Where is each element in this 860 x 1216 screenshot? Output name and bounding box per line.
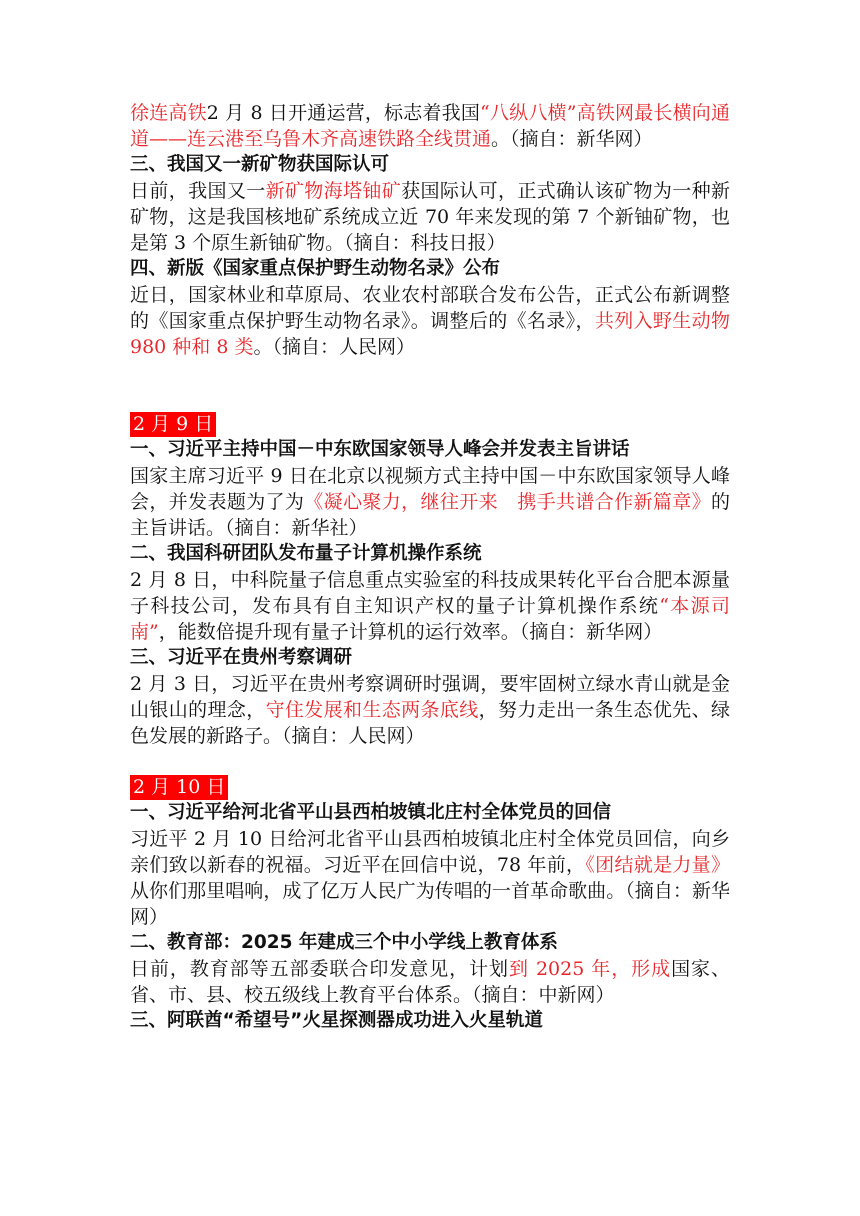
- body-text: 日前，教育部等五部委联合印发意见，计划: [130, 958, 510, 980]
- highlighted-text: 到 2025 年，形成: [509, 958, 672, 980]
- body-text: 日前，我国又一: [130, 180, 266, 202]
- body-text: ，努力走出一条生态优先、绿色发展的新路子。（摘自：人民网）: [130, 699, 730, 747]
- news-paragraph: [130, 100, 730, 152]
- news-paragraph: [130, 567, 730, 645]
- section-gap: [130, 360, 730, 412]
- highlighted-text: 守住发展和生态两条底线: [265, 699, 479, 721]
- highlighted-text: 《凝心聚力，继往开来 携手共谱合作新篇章》: [304, 491, 711, 513]
- highlighted-text: “本源司南”: [130, 595, 730, 643]
- news-headline: 三、我国又一新矿物获国际认可: [130, 154, 390, 175]
- highlighted-text: 新矿物海塔铀矿: [265, 180, 402, 202]
- body-text: 国家、省、市、县、校五级线上教育平台体系。（摘自：中新网）: [130, 958, 730, 1006]
- date-label: 2 月 9 日: [130, 412, 216, 437]
- news-headline: 四、新版《国家重点保护野生动物名录》公布: [130, 258, 501, 279]
- body-text: 近日，国家林业和草原局、农业农村部联合发布公告，正式公布新调整的《国家重点保护野生动物名录》。调整后的《名录》，: [130, 284, 730, 332]
- news-headline: 三、阿联酋“希望号”火星探测器成功进入火星轨道: [130, 1010, 543, 1031]
- body-text: 2 月 8 日开通运营，标志着我国: [206, 102, 481, 124]
- highlighted-text: 《团结就是力量》: [585, 854, 730, 876]
- body-text: 2 月 8 日，中科院量子信息重点实验室的科技成果转化平台合肥本源量子科技公司，发布具有自主知识产权的量子计算机操作系统: [130, 569, 730, 617]
- news-headline: 一、习近平给河北省平山县西柏坡镇北庄村全体党员的回信: [130, 802, 612, 823]
- date-marker: [130, 412, 730, 437]
- body-text: 。（摘自：新华网）: [491, 128, 653, 150]
- news-paragraph: [130, 282, 730, 360]
- news-paragraph: [130, 463, 730, 541]
- body-text: ，能数倍提升现有量子计算机的运行效率。（摘自：新华网）: [158, 621, 663, 643]
- news-headline: 二、教育部：2025 年建成三个中小学线上教育体系: [130, 932, 558, 953]
- highlighted-text: “八纵八横”高铁网最长横向通道——连云港至乌鲁木齐高速铁路全线贯通: [130, 102, 730, 150]
- news-headline: 二、我国科研团队发布量子计算机操作系统: [130, 543, 482, 564]
- body-text: 的主旨讲话。（摘自：新华社）: [130, 491, 730, 539]
- news-paragraph: [130, 178, 730, 256]
- body-text: 习近平 2 月 10 日给河北省平山县西柏坡镇北庄村全体党员回信，向乡亲们致以新春的祝福。习近平在回信中说，78 年前，: [130, 828, 730, 876]
- news-paragraph: [130, 956, 730, 1008]
- body-text: 。（摘自：人民网）: [253, 336, 415, 358]
- document-page: [130, 100, 730, 1034]
- news-paragraph: [130, 671, 730, 749]
- highlighted-text: 徐连高铁: [130, 102, 207, 124]
- highlighted-text: 共列入野生动物 980 种和 8 类: [130, 310, 730, 358]
- body-text: 从你们那里唱响，成了亿万人民广为传唱的一首革命歌曲。（摘自：新华网）: [130, 880, 730, 928]
- news-headline: 三、习近平在贵州考察调研: [130, 647, 353, 668]
- news-headline: 一、习近平主持中国－中东欧国家领导人峰会并发表主旨讲话: [130, 439, 630, 460]
- date-marker: [130, 775, 730, 800]
- body-text: 国家主席习近平 9 日在北京以视频方式主持中国－中东欧国家领导人峰会，并发表题为了为: [130, 465, 730, 513]
- section-gap: [130, 749, 730, 775]
- date-label: 2 月 10 日: [130, 775, 228, 800]
- body-text: 获国际认可，正式确认该矿物为一种新矿物，这是我国核地矿系统成立近 70 年来发现的第 7 个新铀矿物，也是第 3 个原生新铀矿物。（摘自：科技日报）: [130, 180, 730, 254]
- body-text: 2 月 3 日，习近平在贵州考察调研时强调，要牢固树立绿水青山就是金山银山的理念，: [130, 673, 730, 721]
- news-paragraph: [130, 826, 730, 930]
